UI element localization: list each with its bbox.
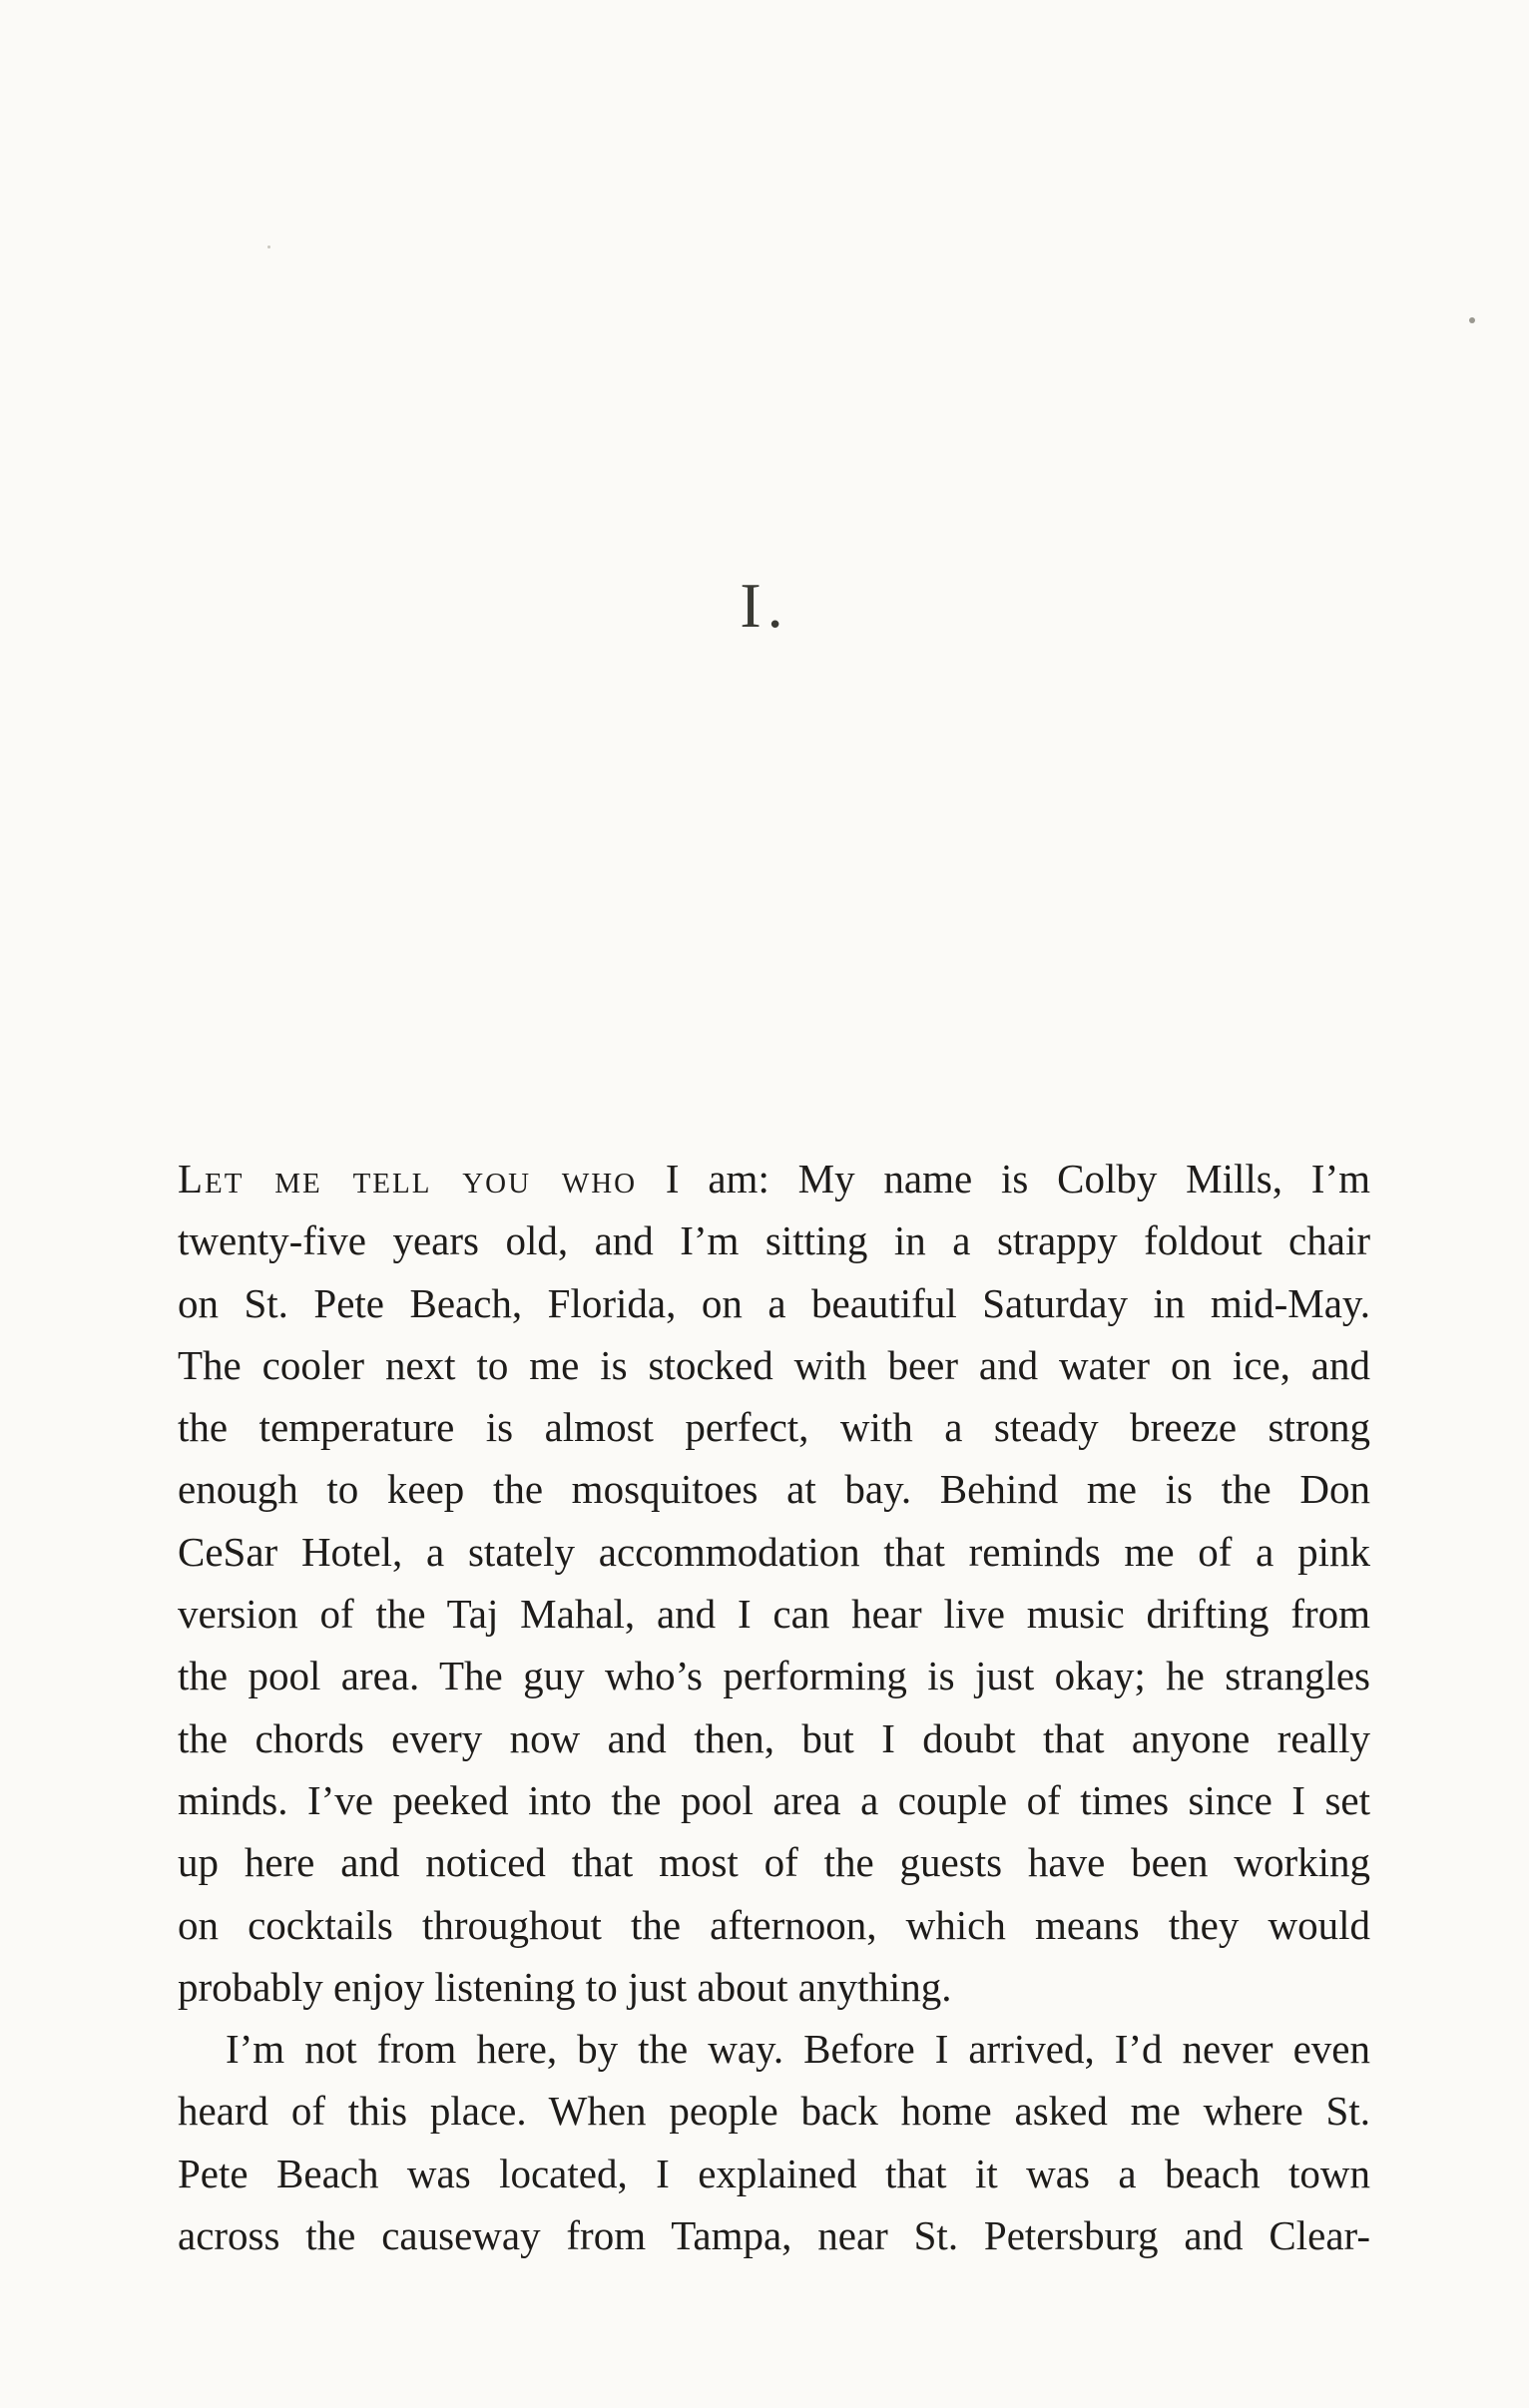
text-line-content: I am: My name is Colby Mills, I’m (637, 1156, 1370, 1202)
text-line: probably enjoy listening to just about anything. (178, 1963, 952, 2010)
paragraph-2 (178, 2018, 1370, 2266)
text-line: Pete Beach was located, I explained that it was a beach town (178, 2150, 1370, 2196)
text-line: I’m not from here, by the way. Before I arrived, I’d never even (226, 2026, 1370, 2073)
text-line (178, 1148, 1370, 1209)
text-line: the chords every now and then, but I doubt that anyone really (178, 1714, 1370, 1761)
opening-smallcaps: Let me tell you who (178, 1156, 638, 1202)
text-line: the pool area. The guy who’s performing is just okay; he strangles (178, 1653, 1370, 1699)
paper-speck (267, 245, 270, 248)
text-line: twenty-five years old, and I’m sitting in a strappy foldout chair (178, 1217, 1370, 1264)
text-line: on St. Pete Beach, Florida, on a beautiful Saturday in mid-May. (178, 1279, 1370, 1326)
paper-speck (1469, 317, 1475, 323)
text-line: enough to keep the mosquitoes at bay. Behind me is the Don (178, 1466, 1370, 1513)
text-line: the temperature is almost perfect, with a steady breeze strong (178, 1404, 1370, 1451)
text-line: version of the Taj Mahal, and I can hear live music drifting from (178, 1591, 1370, 1638)
text-line: across the causeway from Tampa, near St. Petersburg and Clear- (178, 2212, 1370, 2259)
text-line: CeSar Hotel, a stately accommodation that reminds me of a pink (178, 1528, 1370, 1575)
chapter-number: I. (740, 570, 789, 641)
text-line: The cooler next to me is stocked with beer and water on ice, and (178, 1341, 1370, 1388)
text-line: minds. I’ve peeked into the pool area a couple of times since I set (178, 1776, 1370, 1823)
text-line: on cocktails throughout the afternoon, which means they would (178, 1901, 1370, 1948)
text-line: heard of this place. When people back home asked me where St. (178, 2088, 1370, 2135)
paragraph-1 (178, 1148, 1370, 2018)
body-text (178, 1148, 1370, 2266)
text-line: up here and noticed that most of the guests have been working (178, 1839, 1370, 1886)
